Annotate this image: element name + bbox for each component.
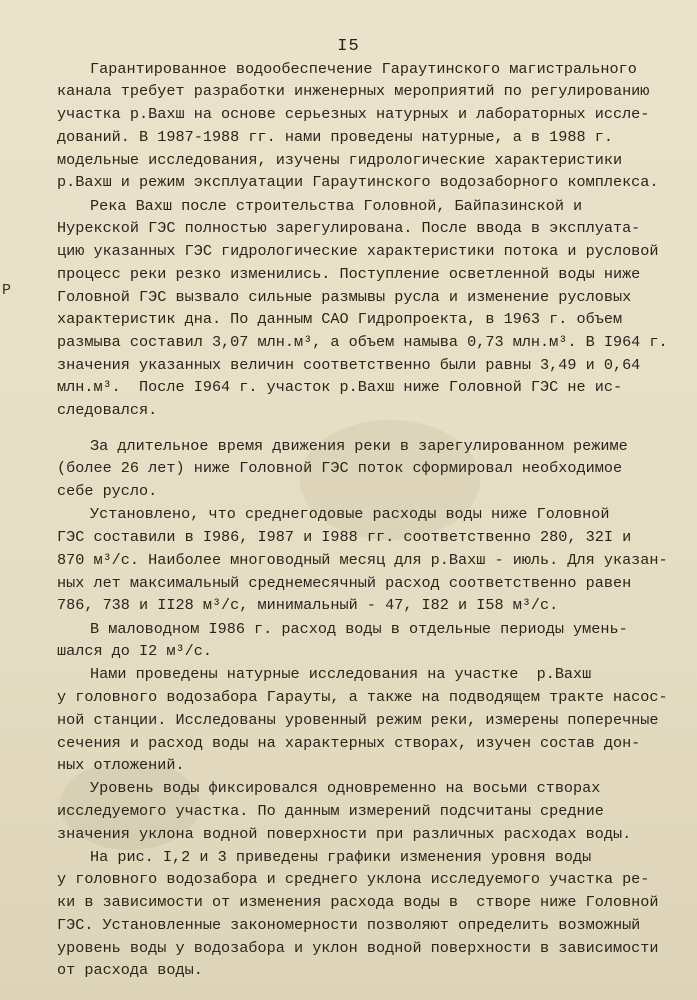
text-line: исследуемого участка. По данным измерений подсчитаны средние [57, 802, 604, 820]
text-line: у головного водозабора Гарауты, а также на подводящем тракте насос- [57, 688, 668, 706]
text-line: Уровень воды фиксировался одновременно на восьми створах [90, 779, 601, 797]
text-line: Нурекской ГЭС полностью зарегулирована. После ввода в эксплуата- [57, 219, 641, 237]
text-line: Головной ГЭС вызвало сильные размывы русла и изменение русловых [57, 288, 632, 306]
text-line: В маловодном I986 г. расход воды в отдельные периоды умень- [90, 620, 628, 638]
text-line: значения указанных величин соответственно были равны 3,49 и 0,64 [57, 356, 641, 374]
text-line: себе русло. [57, 482, 158, 500]
text-line: Река Вахш после строительства Головной, Байпазинской и [90, 197, 583, 215]
text-line: процесс реки резко изменились. Поступление осветленной воды ниже [57, 265, 641, 283]
text-line: сечения и расход воды на характерных створах, изучен состав дон- [57, 734, 641, 752]
text-line: у головного водозабора и среднего уклона исследуемого участка ре- [57, 870, 650, 888]
text-line: ки в зависимости от изменения расхода воды в створе ниже Головной [57, 893, 659, 911]
text-line: 870 м³/с. Наиболее многоводный месяц для р.Вахш - июль. Для указан- [57, 551, 668, 569]
text-line: млн.м³. После I964 г. участок р.Вахш ниже Головной ГЭС не ис- [57, 378, 623, 396]
text-line: За длительное время движения реки в зарегулированном режиме [90, 437, 628, 455]
text-line: канала требует разработки инженерных мероприятий по регулированию [57, 82, 650, 100]
text-line: участка р.Вахш на основе серьезных натурных и лабораторных иссле- [57, 105, 650, 123]
text-line: ных отложений. [57, 756, 185, 774]
text-line: уровень воды у водозабора и уклон водной поверхности в зависимости [57, 939, 659, 957]
text-line: ной станции. Исследованы уровенный режим реки, измерены поперечные [57, 711, 659, 729]
margin-mark: P [2, 282, 12, 299]
text-line: цию указанных ГЭС гидрологические характеристики потока и русловой [57, 242, 659, 260]
text-line: р.Вахш и режим эксплуатации Гараутинского водозаборного комплекса. [57, 173, 659, 191]
text-line: На рис. I,2 и 3 приведены графики изменения уровня воды [90, 848, 592, 866]
text-line: характеристик дна. По данным САО Гидропроекта, в 1963 г. объем [57, 310, 623, 328]
text-line: ГЭС составили в I986, I987 и I988 гг. соответственно 280, 32I и [57, 528, 632, 546]
text-line: Нами проведены натурные исследования на участке р.Вахш [90, 665, 592, 683]
text-line: от расхода воды. [57, 961, 203, 979]
text-line: 786, 738 и II28 м³/с, минимальный - 47, I82 и I58 м³/с. [57, 596, 559, 614]
text-line: шался до I2 м³/с. [57, 642, 212, 660]
page-number: I5 [337, 37, 360, 56]
text-line: (более 26 лет) ниже Головной ГЭС поток сформировал необходимое [57, 459, 623, 477]
text-line: дований. В 1987-1988 гг. нами проведены натурные, а в 1988 г. [57, 128, 613, 146]
text-line: ГЭС. Установленные закономерности позволяют определить возможный [57, 916, 641, 934]
text-line: модельные исследования, изучены гидрологические характеристики [57, 151, 623, 169]
text-line: следовался. [57, 401, 158, 419]
text-line: размыва составил 3,07 млн.м³, а объем намыва 0,73 млн.м³. В I964 г. [57, 333, 668, 351]
text-line: ных лет максимальный среднемесячный расход соответственно равен [57, 574, 632, 592]
text-line: значения уклона водной поверхности при различных расходах воды. [57, 825, 632, 843]
text-line: Установлено, что среднегодовые расходы воды ниже Головной [90, 505, 610, 523]
text-line: Гарантированное водообеспечение Гараутинского магистрального [90, 60, 637, 78]
